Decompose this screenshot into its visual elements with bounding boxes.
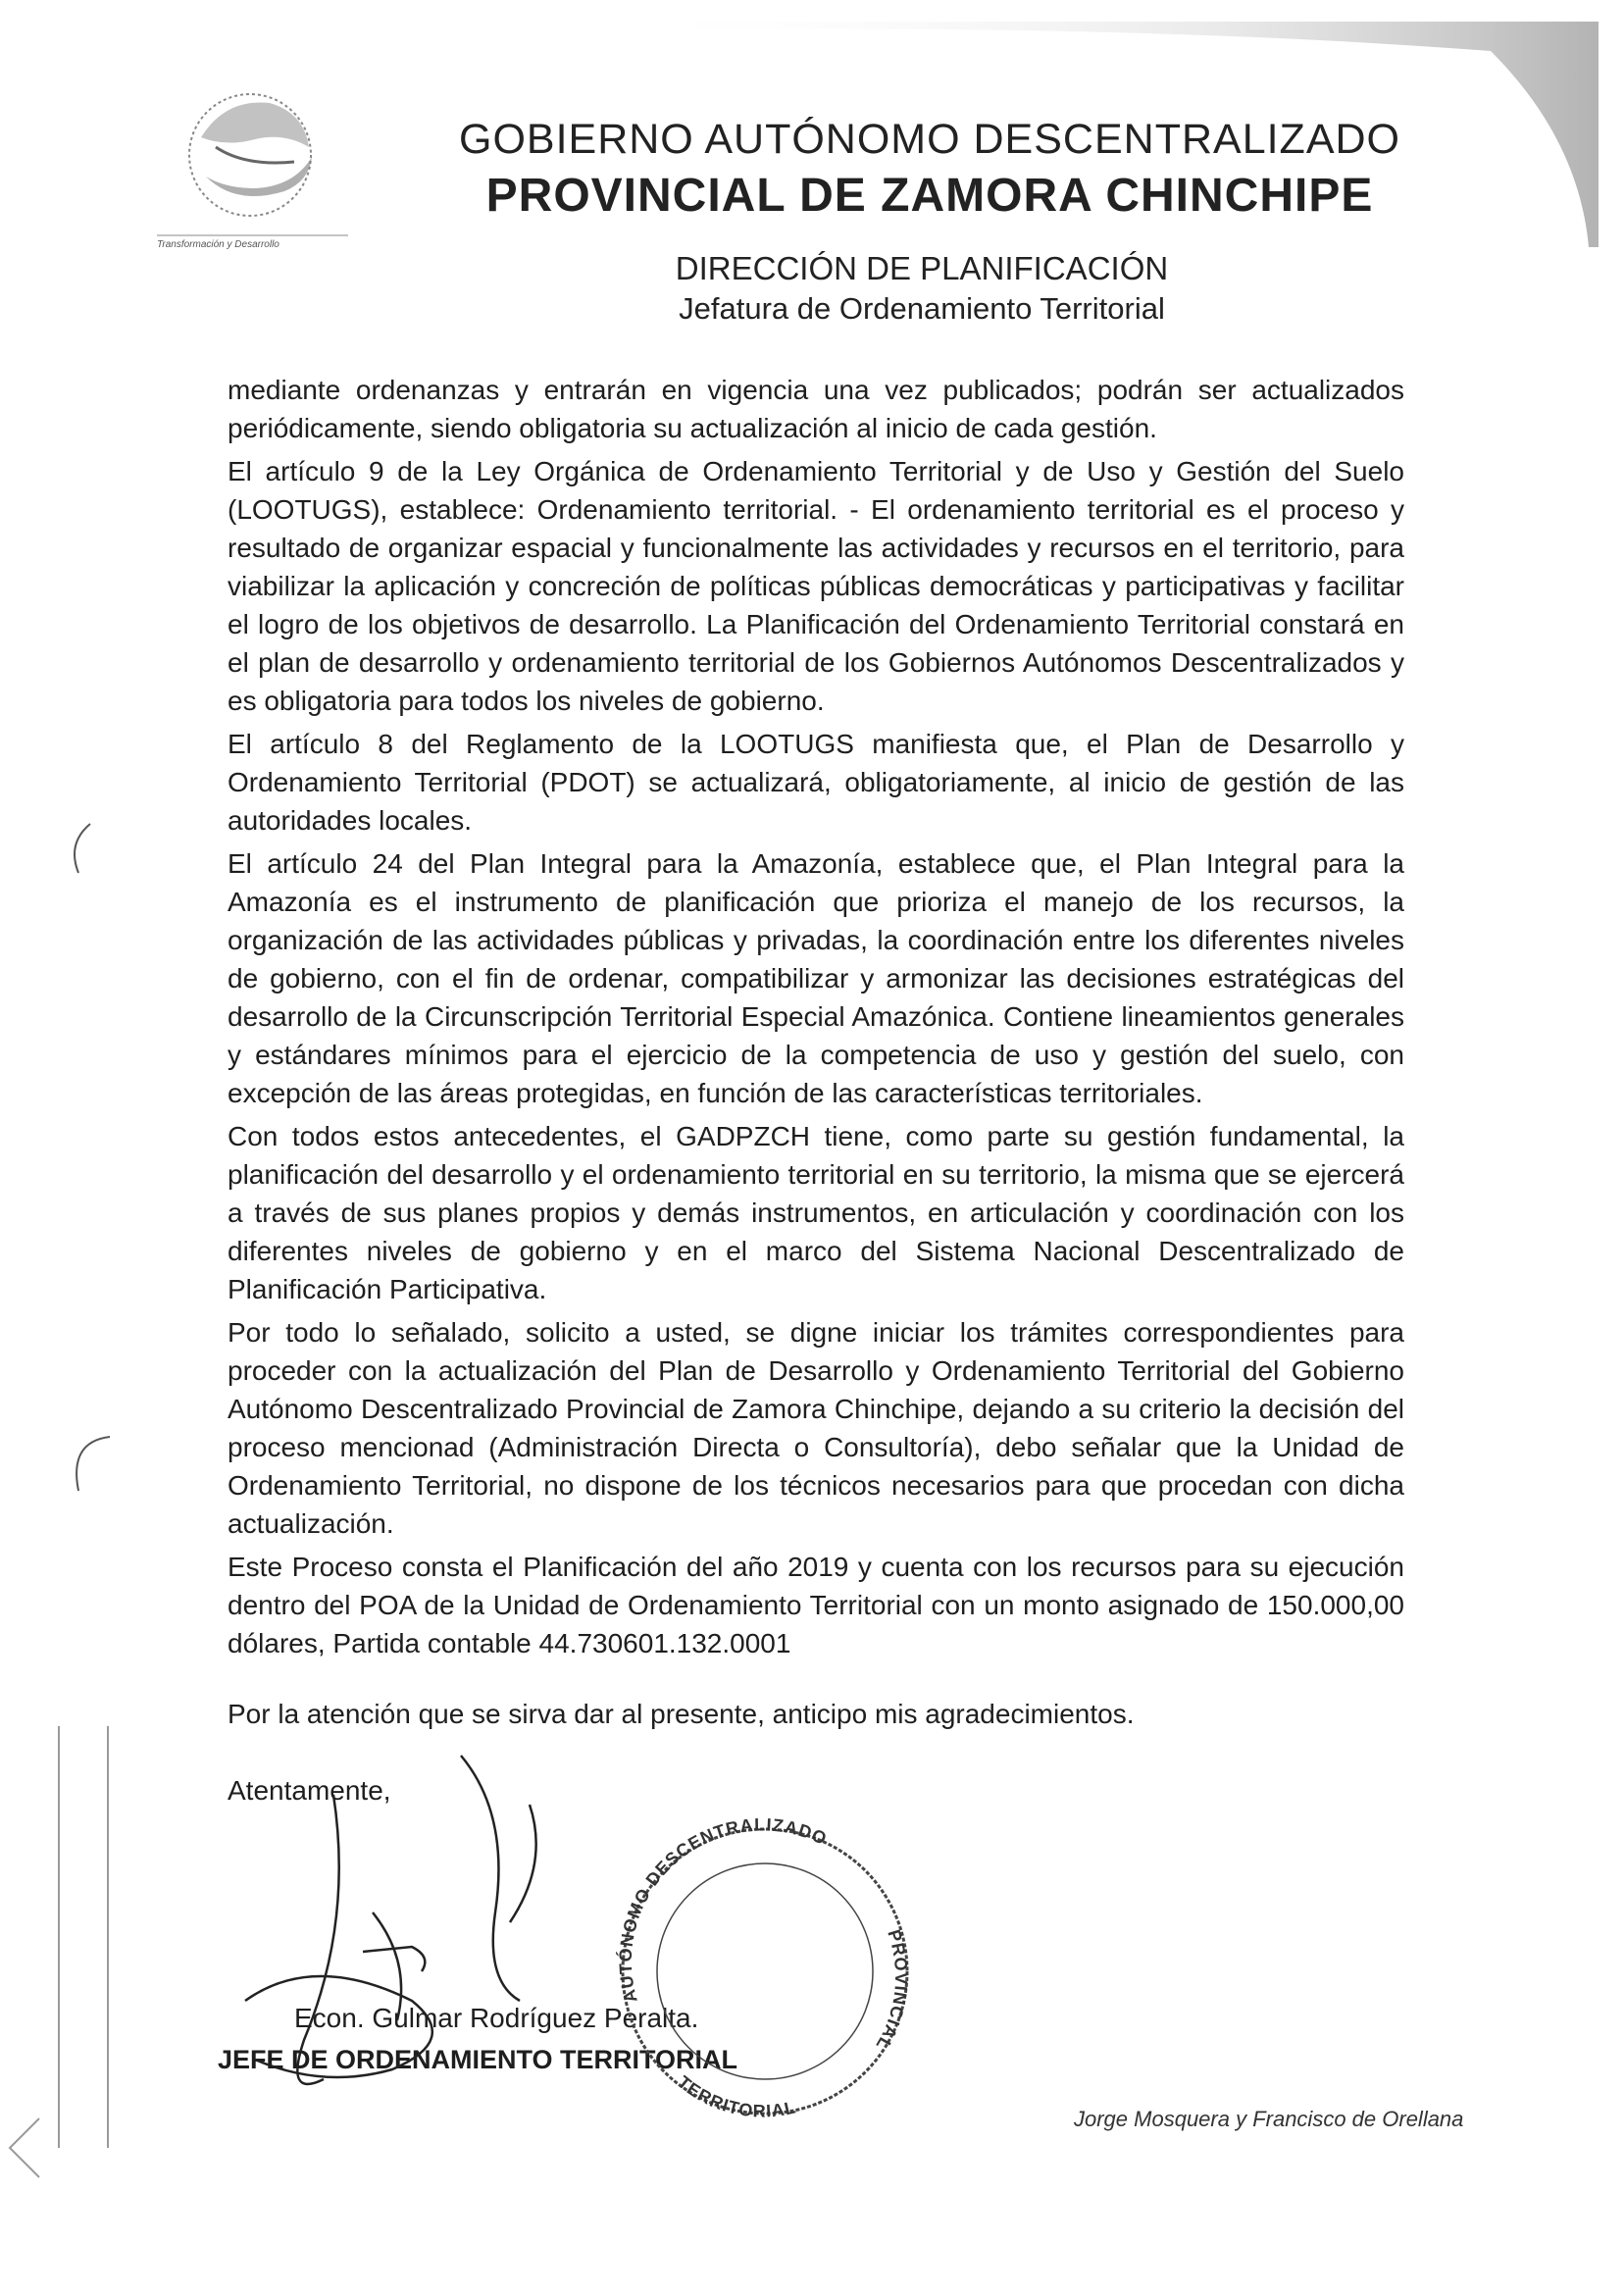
institution-title-province: PROVINCIAL DE ZAMORA CHINCHIPE xyxy=(485,170,1374,222)
signer-name: Econ. Gulmar Rodríguez Peralta. xyxy=(294,2003,699,2033)
closing-line: Por la atención que se sirva dar al presente, anticipo mis agradecimientos. xyxy=(228,1699,1135,1729)
department-title: DIRECCIÓN DE PLANIFICACIÓN xyxy=(675,250,1169,286)
paragraph: Por todo lo señalado, solicito a usted, se digne iniciar los trámites correspondientes para proceder con la actualización del Plan de Desarrollo y Ordenamiento Territorial del Gobierno Autónomo Descentralizado Provincial de Zamora Chinchipe, dejando a su criterio la decisión del proceso mencionad (Administración Directa o Consultoría), debo señalar que la Unidad de Ordenamiento Territorial, no dispone de los técnicos necesarios para que procedan con dicha actualización. xyxy=(228,1317,1404,1539)
paragraph: El artículo 9 de la Ley Orgánica de Ordenamiento Territorial y de Uso y Gestión del Suelo (LOOTUGS), establece: Ordenamiento territorial. - El ordenamiento territorial es el proceso y resultado de organizar espacial y funcionalmente las actividades y recursos en el territorio, para viabilizar la aplicación y concreción de políticas públicas democráticas y participativas y facilitar el logro de los objetivos de desarrollo. La Planificación del Ordenamiento Territorial constará en el plan de desarrollo y ordenamiento territorial de los Gobiernos Autónomos Descentralizados y es obligatoria para todos los niveles de gobierno. xyxy=(228,456,1404,716)
svg-text:AUTÓNOMO DESCENTRALIZADO xyxy=(615,1814,831,2005)
letter-body xyxy=(228,371,1404,1667)
logo-icon xyxy=(147,78,353,265)
paragraph: Con todos estos antecedentes, el GADPZCH tiene, como parte su gestión fundamental, la planificación del desarrollo y el ordenamiento territorial en su territorio, la misma que se ejercerá a través de sus planes propios y demás instrumentos, en articulación y coordinación con los diferentes niveles de gobierno y en el marco del Sistema Nacional Descentralizado de Planificación Participativa. xyxy=(228,1121,1404,1304)
paragraph: El artículo 24 del Plan Integral para la Amazonía, establece que, el Plan Integral para la Amazonía es el instrumento de planificación que prioriza el manejo de los recursos, la organización de las actividades públicas y privadas, la coordinación entre los diferentes niveles de gobierno, con el fin de ordenar, compatibilizar y armonizar las decisiones estratégicas del desarrollo de la Circunscripción Territorial Especial Amazónica. Contiene lineamientos generales y estándares mínimos para el ejercicio de la competencia de uso y gestión del suelo, con excepción de las áreas protegidas, en función de las características territoriales. xyxy=(228,848,1404,1108)
margin-bracket-mark xyxy=(76,1437,110,1491)
footer-address: Jorge Mosquera y Francisco de Orellana xyxy=(1074,2107,1464,2131)
seal-top-text: AUTÓNOMO DESCENTRALIZADO xyxy=(615,1814,831,2006)
paragraph: El artículo 8 del Reglamento de la LOOTUGS manifiesta que, el Plan de Desarrollo y Ordenamiento Territorial (PDOT) se actualizará, obligatoriamente, al inicio de gestión de las autoridades locales. xyxy=(228,729,1404,836)
seal-bottom-text: TERRITORIAL xyxy=(674,2071,799,2121)
margin-bracket-mark xyxy=(75,824,90,873)
signer-role: JEFE DE ORDENAMIENTO TERRITORIAL xyxy=(218,2045,738,2074)
seal-right-text: PROVINCIAL xyxy=(872,1927,912,2055)
received-stamp-mark xyxy=(10,1726,108,2177)
salutation: Atentamente, xyxy=(228,1775,391,1806)
institution-title: GOBIERNO AUTÓNOMO DESCENTRALIZADO xyxy=(459,116,1400,163)
paragraph: mediante ordenanzas y entrarán en vigencia una vez publicados; podrán ser actualizados periódicamente, siendo obligatoria su actualización al inicio de cada gestión. xyxy=(228,375,1404,443)
svg-text:TERRITORIAL xyxy=(674,2072,798,2121)
unit-title: Jefatura de Ordenamiento Territorial xyxy=(679,291,1165,326)
svg-text:PROVINCIAL xyxy=(872,1927,911,2054)
logo-caption: Transformación y Desarrollo xyxy=(157,239,279,250)
paragraph: Este Proceso consta el Planificación del año 2019 y cuenta con los recursos para su ejecución dentro del POA de la Unidad de Ordenamiento Territorial con un monto asignado de 150.000,00 dólares, Partida contable 44.730601.132.0001 xyxy=(228,1552,1404,1658)
